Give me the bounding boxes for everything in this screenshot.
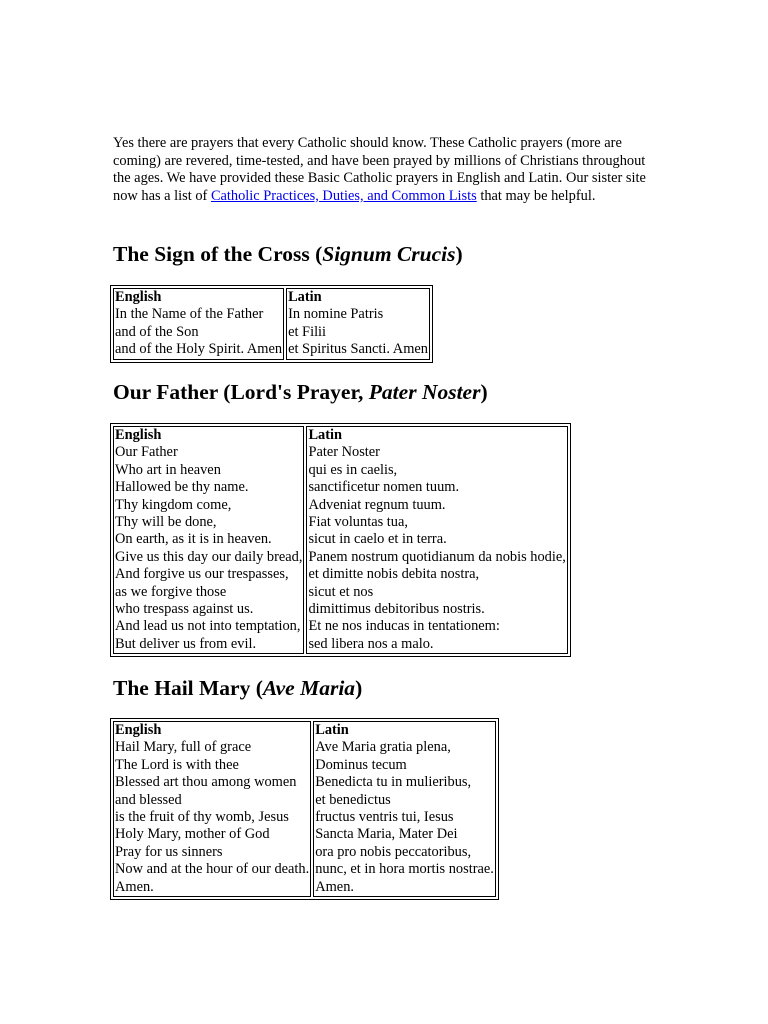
english-line: is the fruit of thy womb, Jesus [115, 809, 289, 826]
sign-of-cross-table [110, 285, 433, 363]
latin-line: et Filii [288, 323, 327, 340]
document-page [113, 135, 658, 895]
latin-line: qui es in caelis, [308, 461, 398, 478]
english-line: Give us this day our daily bread, [115, 548, 303, 565]
english-line: The Lord is with thee [115, 756, 239, 773]
english-line: Our Father [115, 444, 178, 461]
english-line: and of the Son [115, 323, 199, 340]
english-line: Hallowed be thy name. [115, 479, 249, 496]
latin-column [313, 721, 496, 897]
latin-column [286, 288, 430, 360]
latin-header: Latin [308, 427, 343, 443]
english-line: Pray for us sinners [115, 843, 223, 860]
english-line: Amen. [115, 878, 154, 895]
english-line: Blessed art thou among women [115, 774, 297, 791]
latin-line: Benedicta tu in mulieribus, [315, 774, 472, 791]
latin-line: et benedictus [315, 791, 391, 808]
latin-line: ora pro nobis peccatoribus, [315, 843, 472, 860]
english-line: But deliver us from evil. [115, 635, 257, 652]
english-line: and of the Holy Spirit. Amen [115, 341, 283, 358]
english-line: as we forgive those [115, 583, 227, 600]
english-line: On earth, as it is in heaven. [115, 531, 272, 548]
latin-line: Dominus tecum [315, 756, 407, 773]
latin-line: Fiat voluntas tua, [308, 514, 408, 531]
latin-line: nunc, et in hora mortis nostrae. [315, 861, 494, 878]
our-father-heading: Our Father (Lord's Prayer, Pater Noster) [113, 380, 488, 404]
latin-line: et Spiritus Sancti. Amen [288, 341, 428, 358]
hail-mary-heading: The Hail Mary (Ave Maria) [113, 676, 363, 700]
english-line: And lead us not into temptation, [115, 618, 301, 635]
english-line: And forgive us our trespasses, [115, 566, 289, 583]
sign-of-cross-heading: The Sign of the Cross (Signum Crucis) [113, 242, 463, 266]
latin-header: Latin [315, 722, 349, 738]
latin-line: Et ne nos inducas in tentationem: [308, 618, 500, 635]
english-line: Hail Mary, full of grace [115, 739, 252, 756]
english-column [113, 426, 304, 654]
latin-header: Latin [288, 289, 322, 305]
latin-line: Pater Noster [308, 444, 380, 461]
english-header: English [115, 427, 162, 443]
latin-line: Sancta Maria, Mater Dei [315, 826, 458, 843]
english-line: Who art in heaven [115, 461, 221, 478]
our-father-table [110, 423, 571, 657]
latin-line: Adveniat regnum tuum. [308, 496, 446, 513]
intro-text: Yes there are prayers that every Catholic should know. These Catholic prayers (more are coming) are revered, time-tested, and have been prayed by millions of Christians throughout the ages. We have provided these Basic Catholic prayers in English and Latin. Our sister site now has a list of [113, 135, 646, 204]
english-line: Thy kingdom come, [115, 496, 232, 513]
intro-paragraph [113, 135, 658, 205]
latin-line: sicut et nos [308, 583, 374, 600]
english-line: who trespass against us. [115, 601, 254, 618]
latin-line: Amen. [315, 878, 354, 895]
english-column [113, 288, 284, 360]
latin-line: In nomine Patris [288, 306, 384, 323]
latin-line: dimittimus debitoribus nostris. [308, 601, 485, 618]
catholic-practices-link[interactable]: Catholic Practices, Duties, and Common Lists [210, 187, 477, 204]
latin-line: sanctificetur nomen tuum. [308, 479, 460, 496]
english-line: Now and at the hour of our death. [115, 861, 310, 878]
latin-line: sed libera nos a malo. [308, 635, 434, 652]
latin-line: sicut in caelo et in terra. [308, 531, 447, 548]
intro-text-end: that may be helpful. [476, 187, 596, 204]
english-header: English [115, 722, 162, 738]
latin-line: Panem nostrum quotidianum da nobis hodie, [308, 548, 566, 565]
english-line: Holy Mary, mother of God [115, 826, 270, 843]
hail-mary-table [110, 718, 499, 900]
latin-line: et dimitte nobis debita nostra, [308, 566, 480, 583]
latin-line: Ave Maria gratia plena, [315, 739, 451, 756]
english-line: Thy will be done, [115, 514, 217, 531]
english-column [113, 721, 311, 897]
latin-line: fructus ventris tui, Iesus [315, 809, 454, 826]
english-header: English [115, 289, 162, 305]
latin-column [306, 426, 567, 654]
english-line: In the Name of the Father [115, 306, 264, 323]
english-line: and blessed [115, 791, 182, 808]
